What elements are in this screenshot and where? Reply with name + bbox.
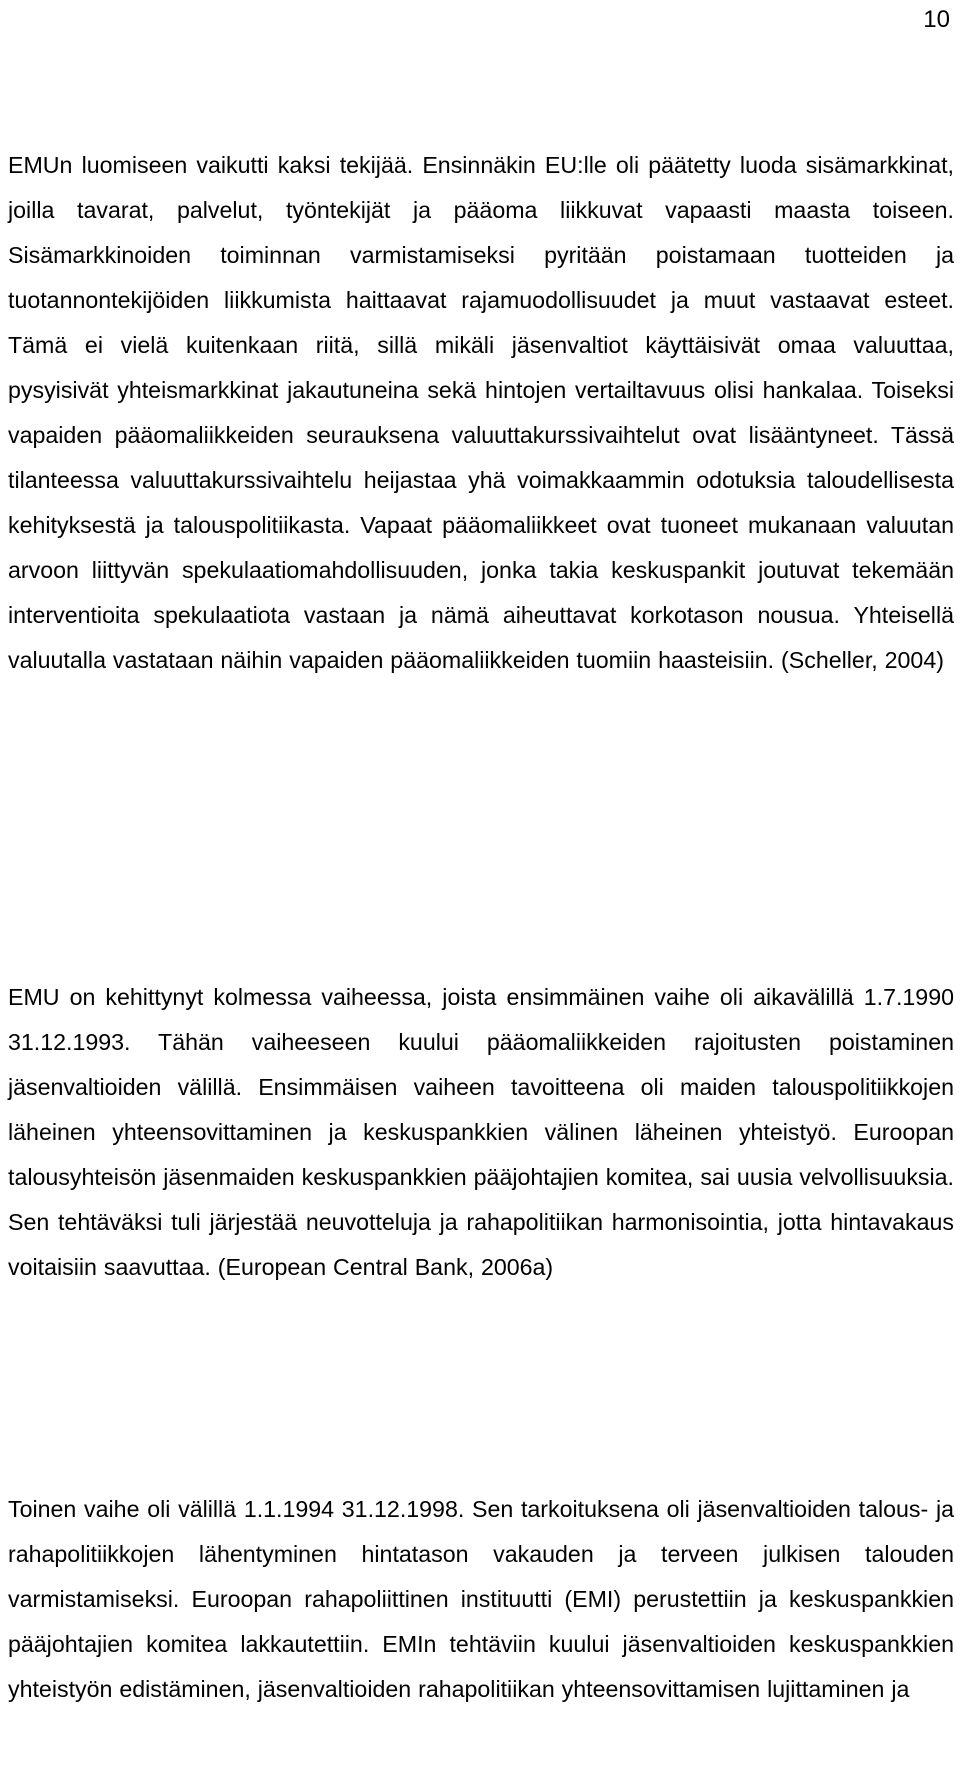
page-number: 10 (923, 6, 950, 33)
paragraph-emu-first-stage: EMU on kehittynyt kolmessa vaiheessa, joista ensimmäinen vaihe oli aikavälillä 1.7.1990 31.12.1993. Tähän vaiheeseen kuului pääomaliikkeiden rajoitusten poistaminen jäsenvaltioiden välillä. Ensimmäisen vaiheen tavoitteena oli maiden talouspolitiikkojen läheinen yhteensovittaminen ja keskuspankkien välinen läheinen yhteistyö. Euroopan talousyhteisön jäsenmaiden keskuspankkien pääjohtajien komitea, sai uusia velvollisuuksia. Sen tehtäväksi tuli järjestää neuvotteluja ja rahapolitiikan harmonisointia, jotta hintavakaus voitaisiin saavuttaa. (European Central Bank, 2006a) (8, 984, 954, 1280)
paragraph-emu-creation-factors: EMUn luomiseen vaikutti kaksi tekijää. Ensinnäkin EU:lle oli päätetty luoda sisämarkkinat, joilla tavarat, palvelut, työntekijät ja pääoma liikkuvat vapaasti maasta toiseen. Sisämarkkinoiden toiminnan varmistamiseksi pyritään poistamaan tuotteiden ja tuotannontekijöiden liikkumista haittaavat rajamuodollisuudet ja muut vastaavat esteet. Tämä ei vielä kuitenkaan riitä, sillä mikäli jäsenvaltiot käyttäisivät omaa valuuttaa, pysyisivät yhteismarkkinat jakautuneina sekä hintojen vertailtavuus olisi hankalaa. Toiseksi vapaiden pääomaliikkeiden seurauksena valuuttakurssivaihtelut ovat lisääntyneet. Tässä tilanteessa valuuttakurssivaihtelu heijastaa yhä voimakkaammin odotuksia taloudellisesta kehityksestä ja talouspolitiikasta. Vapaat pääomaliikkeet ovat tuoneet mukanaan valuutan arvoon liittyvän spekulaatiomahdollisuuden, jonka takia keskuspankit joutuvat tekemään interventioita spekulaatiota vastaan ja nämä aiheuttavat korkotason nousua. Yhteisellä valuutalla vastataan näihin vapaiden pääomaliikkeiden tuomiin haasteisiin. (Scheller, 2004) (8, 152, 954, 673)
paragraph-emu-second-stage: Toinen vaihe oli välillä 1.1.1994 31.12.1998. Sen tarkoituksena oli jäsenvaltioiden talous- ja rahapolitiikkojen lähentyminen hintatason vakauden ja terveen julkisen talouden varmistamiseksi. Euroopan rahapoliittinen instituutti (EMI) perustettiin ja keskuspankkien pääjohtajien komitea lakkautettiin. EMIn tehtäviin kuului jäsenvaltioiden keskuspankkien yhteistyön edistäminen, jäsenvaltioiden rahapolitiikan yhteensovittamisen lujittaminen ja (8, 1496, 954, 1702)
